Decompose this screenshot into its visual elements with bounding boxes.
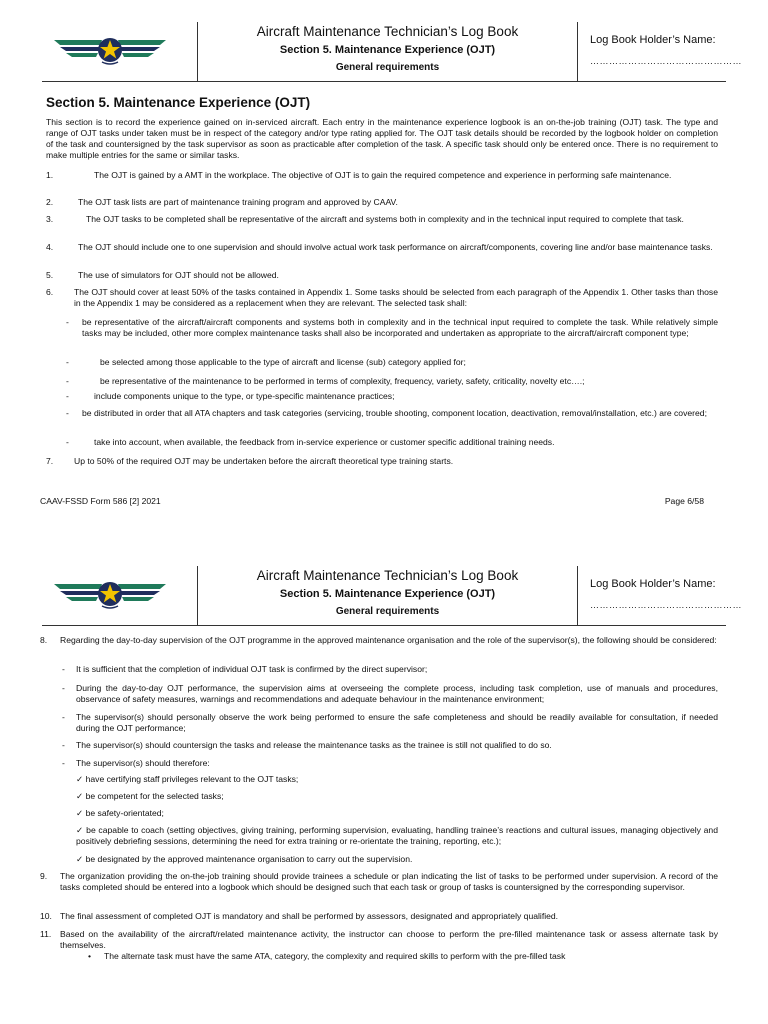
item-number: 9.: [40, 871, 48, 881]
item-number: 4.: [46, 242, 54, 252]
sub-item: be distributed in order that all ATA chapters and task categories (servicing, trouble shooting, component location, deactivation, removal/installation, etc.) are covered;: [82, 408, 707, 418]
check-item: ✓ be capable to coach (setting objectives, giving training, performing supervision, evaluating, handling trainee’s reactions and cultural issues, managing objectively and positively debriefing sessions, determining the need for extra training or re-orientate the training, reporting, etc.);: [76, 825, 718, 846]
logbook-title: Aircraft Maintenance Technician’s Log Book: [256, 568, 519, 583]
sub-item: be selected among those applicable to the type of aircraft and license (sub) category applied for;: [100, 357, 466, 367]
list-item: The use of simulators for OJT should not be allowed.: [78, 270, 279, 280]
list-item: The OJT is gained by a AMT in the workplace. The objective of OJT is to gain the required competence and experience in performing safe maintenance.: [94, 170, 672, 180]
dash-mark: -: [66, 317, 69, 327]
intro-paragraph: This section is to record the experience gained on in-serviced aircraft. Each entry in the maintenance experience logbook is an on-the-job training (OJT) task. The type and range of OJT tasks under taken must be in respect of the category and/or type rating applied for. The OJT task details should be recorded by the logbook holder on completion of the task and countersigned by the task supervisor as soon as practicable after completion of the task. A specific task should only be entered once. There is no requirement to make multiple entries for the same or similar tasks.: [46, 117, 718, 160]
logbook-title: Aircraft Maintenance Technician’s Log Book: [256, 24, 519, 39]
list-item: Based on the availability of the aircraft/related maintenance activity, the instructor can choose to perform the pre-filled maintenance task or assess alternate task by themselves.: [60, 929, 718, 950]
dash-item: The supervisor(s) should personally observe the work being performed to ensure the safe completeness and should be readily available for consultation, if needed during the OJT performance;: [76, 712, 718, 733]
bullet-mark: •: [88, 951, 92, 961]
list-item: Regarding the day-to-day supervision of the OJT programme in the approved maintenance organisation and the role of the supervisor(s), the following should be considered:: [60, 635, 717, 645]
list-item: The OJT task lists are part of maintenance training program and approved by CAAV.: [78, 197, 398, 207]
holder-label: Log Book Holder’s Name:: [590, 34, 716, 46]
item-number: 2.: [46, 197, 54, 207]
sub-item: include components unique to the type, or type-specific maintenance practices;: [94, 391, 395, 401]
item-number: 3.: [46, 214, 54, 224]
form-number: CAAV-FSSD Form 586 [2] 2021: [40, 496, 161, 506]
dash-mark: -: [66, 376, 69, 386]
check-item: ✓ be safety-orientated;: [76, 808, 164, 818]
holder-label: Log Book Holder’s Name:: [590, 578, 716, 590]
list-item: The final assessment of completed OJT is mandatory and shall be performed by assessors, designated and appropriately qualified.: [60, 911, 559, 921]
sub-item: be representative of the aircraft/aircraft components and systems both in complexity and in the technical input required to complete the task. While relatively simple tasks may be included, other more complex maintenance tasks shall also be incorporated and undertaken as appropriate to the aircraft/aircraft component type;: [82, 317, 718, 338]
dash-mark: -: [66, 357, 69, 367]
item-number: 10.: [40, 911, 52, 921]
list-item: Up to 50% of the required OJT may be undertaken before the aircraft theoretical type training starts.: [74, 456, 454, 466]
dash-mark: -: [66, 437, 69, 447]
section-title: Section 5. Maintenance Experience (OJT): [46, 95, 311, 110]
caav-logo: [50, 570, 170, 622]
dash-item: The supervisor(s) should therefore:: [76, 758, 210, 768]
dash-mark: -: [62, 740, 65, 750]
page-header-1: [42, 22, 742, 82]
item-number: 5.: [46, 270, 54, 280]
subtitle: General requirements: [335, 606, 440, 617]
item-number: 8.: [40, 635, 48, 645]
check-item: ✓ be designated by the approved maintenance organisation to carry out the supervision.: [76, 854, 413, 864]
dash-mark: -: [66, 408, 69, 418]
list-item: The OJT tasks to be completed shall be representative of the aircraft and systems both in complexity and in the technical input required to complete that task.: [86, 214, 684, 224]
sub-item: take into account, when available, the feedback from in-service experience or customer specific additional training needs.: [94, 437, 555, 447]
holder-name-blank: …………………………………………: [590, 56, 742, 66]
dash-mark: -: [62, 758, 65, 768]
page-header-2: [42, 566, 742, 626]
item-number: 6.: [46, 287, 54, 297]
list-item: The organization providing the on-the-job training should provide trainees a schedule or plan indicating the list of tasks to be performed under supervision. A record of the tasks completed should be entered into a logbook which should be designed such that each task or group of tasks is countersigned by the corresponding supervisor.: [60, 871, 718, 892]
subtitle: General requirements: [335, 62, 440, 73]
dash-item: The supervisor(s) should countersign the tasks and release the maintenance tasks as the trainee is still not qualified to do so.: [76, 740, 552, 750]
dash-item: During the day-to-day OJT performance, the supervision aims at overseeing the complete process, including task completion, use of manuals and procedures, observance of safety measures, warnings and recommendations and adequate behaviour in the maintenance environment;: [76, 683, 718, 704]
list-item: The OJT should cover at least 50% of the tasks contained in Appendix 1. Some tasks should be selected from each paragraph of the Appendix 1. Other tasks than those in the Appendix 1 may be considered as a replacement when they are relevant. The selected task shall:: [74, 287, 718, 308]
item-number: 1.: [46, 170, 54, 180]
holder-name-blank: …………………………………………: [590, 600, 742, 610]
caav-logo: [50, 26, 170, 78]
item-number: 7.: [46, 456, 54, 466]
check-item: ✓ be competent for the selected tasks;: [76, 791, 224, 801]
check-item: ✓ have certifying staff privileges relevant to the OJT tasks;: [76, 774, 299, 784]
item-number: 11.: [40, 929, 52, 939]
bullet-item: The alternate task must have the same ATA, category, the complexity and required skills to perform with the pre-filled task: [104, 951, 566, 961]
sub-item: be representative of the maintenance to be performed in terms of complexity, frequency, variety, safety, criticality, novelty etc….;: [100, 376, 585, 386]
dash-mark: -: [66, 391, 69, 401]
dash-mark: -: [62, 664, 65, 674]
dash-item: It is sufficient that the completion of individual OJT task is confirmed by the direct supervisor;: [76, 664, 428, 674]
dash-mark: -: [62, 683, 65, 693]
section-header: Section 5. Maintenance Experience (OJT): [279, 44, 496, 56]
section-header: Section 5. Maintenance Experience (OJT): [279, 588, 496, 600]
dash-mark: -: [62, 712, 65, 722]
page-number: Page 6/58: [664, 496, 704, 506]
list-item: The OJT should include one to one supervision and should involve actual work task performance on aircraft/components, covering line and/or base maintenance tasks.: [78, 242, 713, 252]
